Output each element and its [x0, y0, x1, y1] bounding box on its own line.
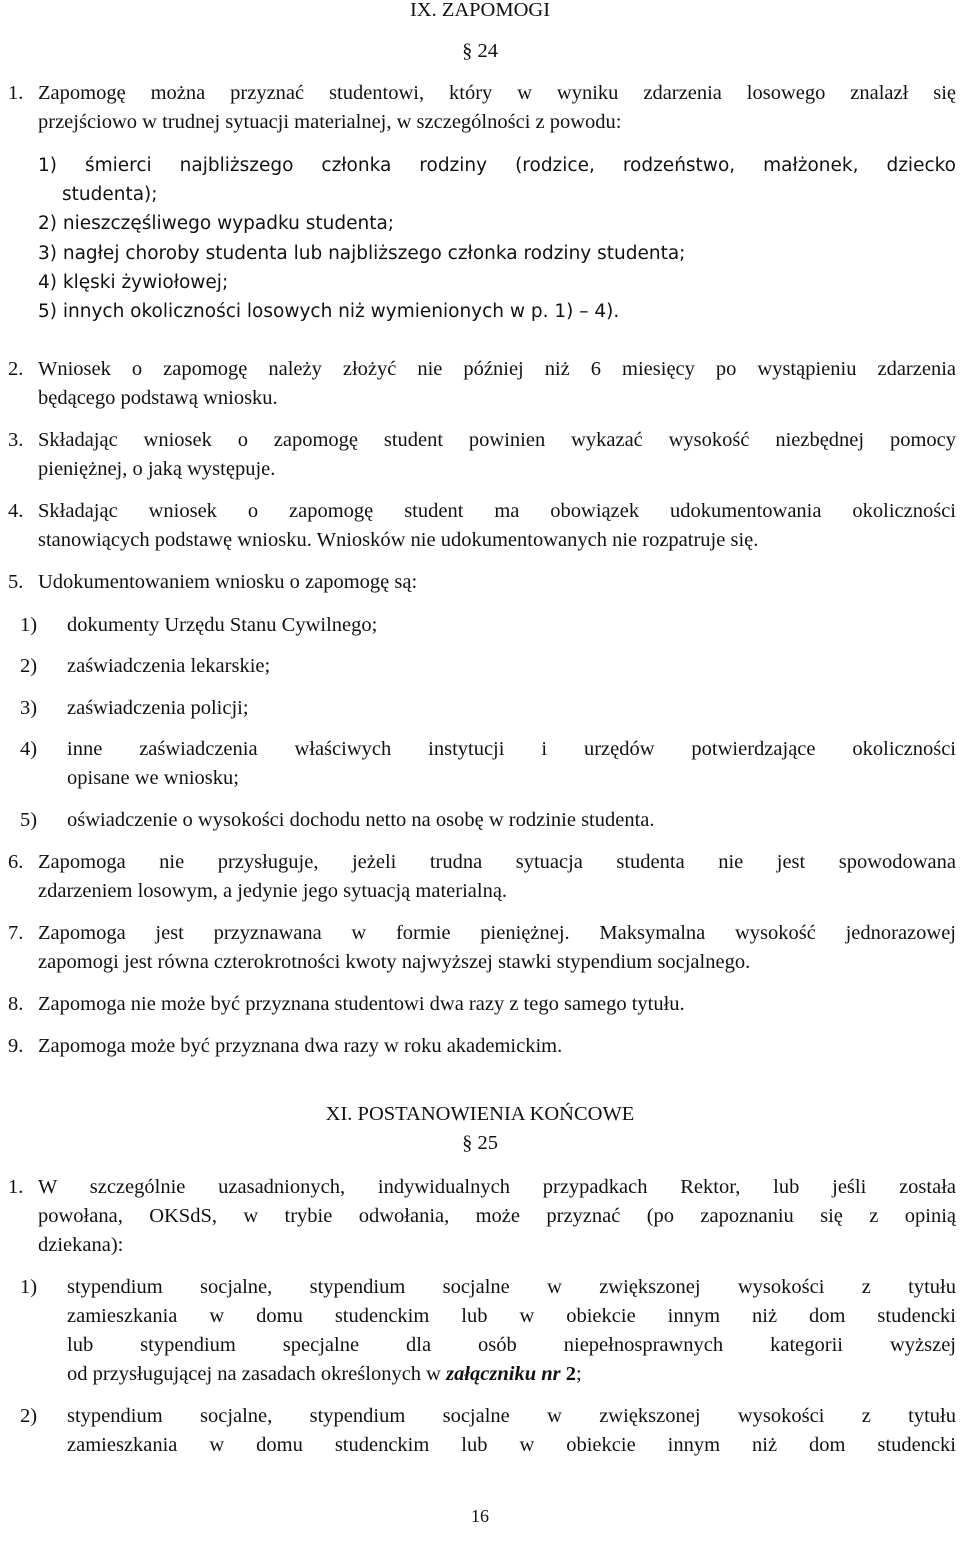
- subitem-number: 5): [20, 809, 38, 831]
- item-text-line: zdarzeniem losowym, a jedynie jego sytuacją materialną.: [38, 880, 508, 902]
- item-number: 1.: [8, 82, 24, 104]
- item-number: 9.: [8, 1035, 24, 1057]
- subitem-text: lub stypendium specjalne dla osób niepełnosprawnych kategorii wyższej: [67, 1334, 956, 1356]
- item-text-line: powołana, OKSdS, w trybie odwołania, może przyznać (po zapoznaniu się z opinią: [38, 1205, 956, 1227]
- item-text-line: Zapomoga nie przysługuje, jeżeli trudna sytuacja studenta nie jest spowodowana: [38, 851, 956, 873]
- subitem-text: dokumenty Urzędu Stanu Cywilnego;: [67, 614, 378, 636]
- annex-reference: załączniku nr: [446, 1363, 561, 1385]
- item-text-line: będącego podstawą wniosku.: [38, 387, 278, 409]
- subitem-text: stypendium socjalne, stypendium socjalne w zwiększonej wysokości z tytułu: [67, 1276, 956, 1298]
- item-text-line: Udokumentowaniem wniosku o zapomogę są:: [38, 571, 418, 593]
- subitem-text: zaświadczenia lekarskie;: [67, 655, 271, 677]
- item-text-line: Zapomoga nie może być przyznana studentowi dwa razy z tego samego tytułu.: [38, 993, 685, 1015]
- item-text-line: Zapomogę można przyznać studentowi, który w wyniku zdarzenia losowego znalazł się: [38, 82, 956, 104]
- subitem-text: inne zaświadczenia właściwych instytucji i urzędów potwierdzające okoliczności: [67, 738, 956, 760]
- subitem-text-cont: opisane we wniosku;: [67, 767, 239, 789]
- item-number: 2.: [8, 358, 24, 380]
- item-text-line: Składając wniosek o zapomogę student powinien wykazać wysokość niezbędnej pomocy: [38, 429, 956, 451]
- sublist-item: 3) nagłej choroby studenta lub najbliższego członka rodziny studenta;: [38, 243, 686, 264]
- item-number: 8.: [8, 993, 24, 1015]
- item-text-line: Zapomoga jest przyznawana w formie pieniężnej. Maksymalna wysokość jednorazowej: [38, 922, 956, 944]
- paragraph-number-24: § 24: [462, 40, 498, 62]
- subitem-text: oświadczenie o wysokości dochodu netto na osobę w rodzinie studenta.: [67, 809, 655, 831]
- sublist-item: 2) nieszczęśliwego wypadku studenta;: [38, 213, 395, 234]
- subitem-text: zamieszkania w domu studenckim lub w obiekcie innym niż dom studencki: [67, 1434, 956, 1456]
- item-number: 1.: [8, 1176, 24, 1198]
- item-text-line: zapomogi jest równa czterokrotności kwoty najwyższej stawki stypendium socjalnego.: [38, 951, 751, 973]
- subitem-text: zamieszkania w domu studenckim lub w obiekcie innym niż dom studencki: [67, 1305, 956, 1327]
- section-title-zapomogi: IX. ZAPOMOGI: [409, 0, 551, 21]
- subitem-text-plain: od przysługującej na zasadach określonych w: [67, 1363, 447, 1385]
- subitem-number: 4): [20, 738, 38, 760]
- item-number: 6.: [8, 851, 24, 873]
- subitem-number: 2): [20, 655, 38, 677]
- item-text-line: Zapomoga może być przyznana dwa razy w roku akademickim.: [38, 1035, 563, 1057]
- sublist-item: 4) klęski żywiołowej;: [38, 272, 229, 293]
- item-text-line: Składając wniosek o zapomogę student ma obowiązek udokumentowania okoliczności: [38, 500, 956, 522]
- item-text-line: pieniężnej, o jaką występuje.: [38, 458, 276, 480]
- item-text-line: W szczególnie uzasadnionych, indywidualnych przypadkach Rektor, lub jeśli została: [38, 1176, 956, 1198]
- item-number: 4.: [8, 500, 24, 522]
- item-text-line: stanowiących podstawę wniosku. Wniosków nie udokumentowanych nie rozpatruje się.: [38, 529, 759, 551]
- item-text-line: Wniosek o zapomogę należy złożyć nie później niż 6 miesięcy po wystąpieniu zdarzenia: [38, 358, 956, 380]
- subitem-text-punct: ;: [576, 1363, 582, 1385]
- subitem-number: 3): [20, 697, 38, 719]
- annex-number: 2: [560, 1363, 577, 1385]
- subitem-number: 1): [20, 614, 38, 636]
- page-number: 16: [471, 1506, 489, 1526]
- sublist-item: 5) innych okoliczności losowych niż wymienionych w p. 1) – 4).: [38, 301, 620, 322]
- section-title-postanowienia-koncowe: XI. POSTANOWIENIA KOŃCOWE: [325, 1103, 635, 1125]
- subitem-text: [67, 1360, 582, 1389]
- subitem-text: zaświadczenia policji;: [67, 697, 249, 719]
- subitem-text: stypendium socjalne, stypendium socjalne w zwiększonej wysokości z tytułu: [67, 1405, 956, 1427]
- item-number: 7.: [8, 922, 24, 944]
- sublist-item: 1) śmierci najbliższego członka rodziny (rodzice, rodzeństwo, małżonek, dziecko: [38, 155, 956, 176]
- item-number: 3.: [8, 429, 24, 451]
- item-text-line: przejściowo w trudnej sytuacji materialnej, w szczególności z powodu:: [38, 111, 622, 133]
- item-number: 5.: [8, 571, 24, 593]
- paragraph-number-25: § 25: [462, 1132, 498, 1154]
- subitem-number: 2): [20, 1405, 38, 1427]
- item-text-line: dziekana):: [38, 1234, 124, 1256]
- subitem-number: 1): [20, 1276, 38, 1298]
- sublist-item-cont: studenta);: [62, 184, 158, 205]
